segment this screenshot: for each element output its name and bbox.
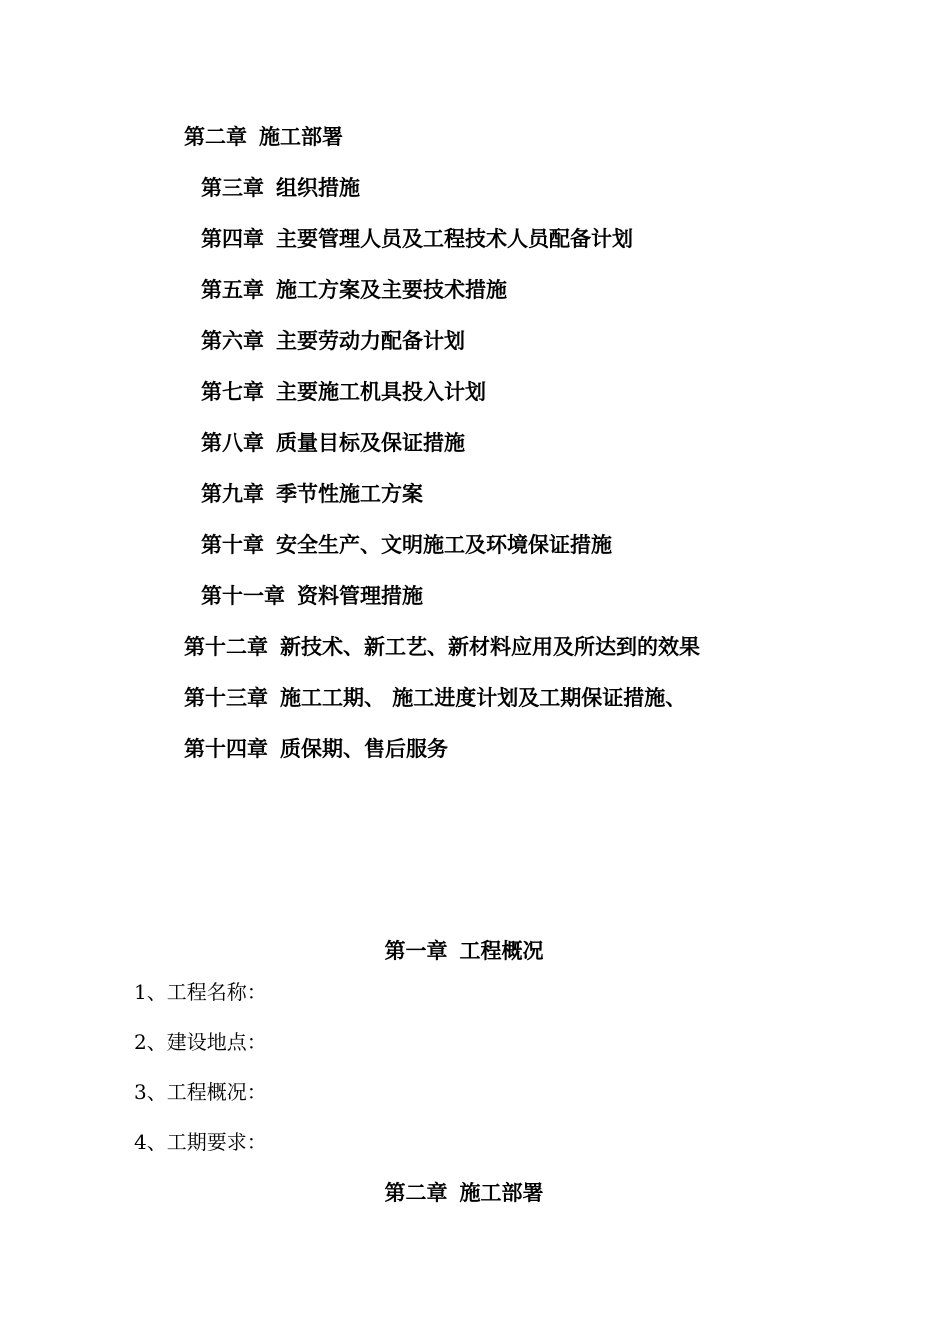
toc-chapter-title: 质保期、售后服务 xyxy=(280,736,448,761)
toc-chapter-number: 第十四章 xyxy=(184,736,268,761)
toc-chapter-number: 第八章 xyxy=(201,430,264,455)
toc-chapter-number: 第四章 xyxy=(201,226,264,251)
project-overview-item: 3、工程概况： xyxy=(134,1080,267,1104)
toc-entry-chapter-3 xyxy=(201,175,360,201)
chapter-1-heading xyxy=(0,938,928,964)
project-name-item: 1、工程名称： xyxy=(134,980,267,1004)
construction-site-item: 2、建设地点： xyxy=(134,1030,267,1054)
toc-entry-chapter-8 xyxy=(201,430,465,456)
toc-entry-chapter-10 xyxy=(201,532,612,558)
toc-chapter-title: 新技术、新工艺、新材料应用及所达到的效果 xyxy=(280,634,700,659)
chapter-number: 第一章 xyxy=(384,938,448,963)
toc-chapter-title: 施工部署 xyxy=(259,124,343,149)
toc-entry-chapter-6 xyxy=(201,328,465,354)
toc-chapter-number: 第二章 xyxy=(184,124,247,149)
toc-entry-chapter-7 xyxy=(201,379,486,405)
toc-chapter-title: 施工方案及主要技术措施 xyxy=(276,277,507,302)
toc-chapter-title: 安全生产、文明施工及环境保证措施 xyxy=(276,532,612,557)
toc-chapter-title: 组织措施 xyxy=(276,175,360,200)
chapter-2-heading xyxy=(0,1180,928,1206)
toc-chapter-number: 第十一章 xyxy=(201,583,285,608)
chapter-title: 工程概况 xyxy=(459,938,544,963)
toc-entry-chapter-4 xyxy=(201,226,633,252)
toc-entry-chapter-11 xyxy=(201,583,423,609)
toc-chapter-number: 第十三章 xyxy=(184,685,268,710)
toc-chapter-number: 第五章 xyxy=(201,277,264,302)
toc-entry-chapter-9 xyxy=(201,481,423,507)
chapter-number: 第二章 xyxy=(384,1180,448,1205)
toc-entry-chapter-2 xyxy=(184,124,343,150)
toc-chapter-title: 施工工期、 施工进度计划及工期保证措施、 xyxy=(280,685,687,710)
toc-chapter-number: 第十章 xyxy=(201,532,264,557)
toc-chapter-title: 主要施工机具投入计划 xyxy=(276,379,486,404)
toc-entry-chapter-12 xyxy=(184,634,700,660)
toc-chapter-number: 第三章 xyxy=(201,175,264,200)
toc-chapter-number: 第十二章 xyxy=(184,634,268,659)
toc-entry-chapter-13 xyxy=(184,685,686,711)
toc-chapter-number: 第六章 xyxy=(201,328,264,353)
chapter-title: 施工部署 xyxy=(459,1180,544,1205)
toc-chapter-title: 主要劳动力配备计划 xyxy=(276,328,465,353)
toc-chapter-title: 季节性施工方案 xyxy=(276,481,423,506)
toc-chapter-title: 资料管理措施 xyxy=(297,583,423,608)
toc-entry-chapter-5 xyxy=(201,277,507,303)
schedule-requirement-item: 4、工期要求： xyxy=(134,1130,267,1154)
toc-chapter-number: 第七章 xyxy=(201,379,264,404)
toc-chapter-title: 质量目标及保证措施 xyxy=(276,430,465,455)
toc-chapter-title: 主要管理人员及工程技术人员配备计划 xyxy=(276,226,633,251)
toc-chapter-number: 第九章 xyxy=(201,481,264,506)
toc-entry-chapter-14 xyxy=(184,736,448,762)
